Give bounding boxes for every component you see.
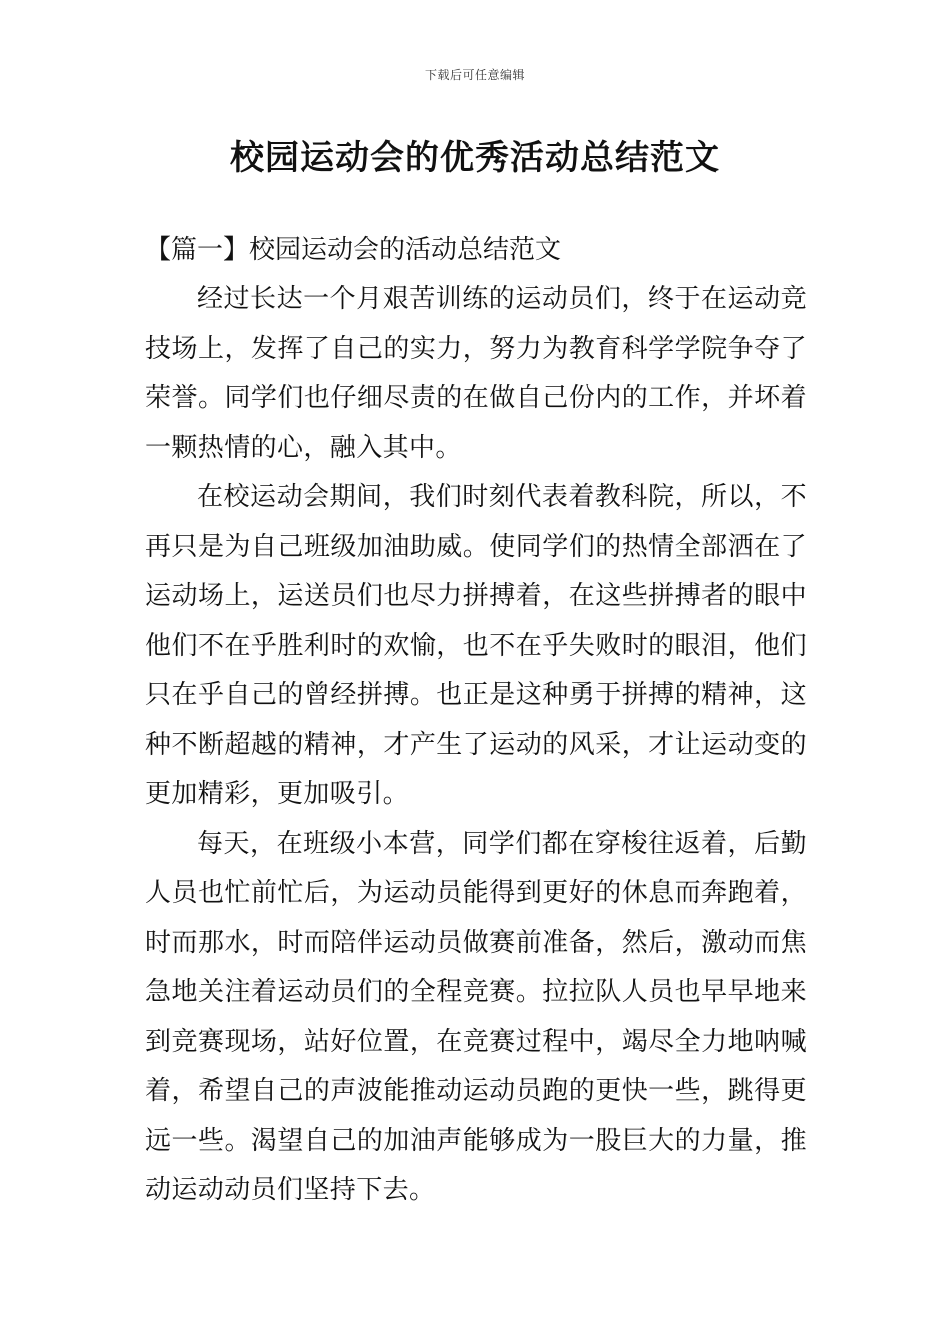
paragraph-1: 经过长达一个月艰苦训练的运动员们，终于在运动竞技场上，发挥了自己的实力，努力为教育科学学院争夺了荣誉。同学们也仔细尽责的在做自己份内的工作，并坏着一颗热情的心，融入其中。 <box>145 284 807 463</box>
document-body <box>145 226 807 1216</box>
paragraph-2: 在校运动会期间，我们时刻代表着教科院，所以，不再只是为自己班级加油助威。使同学们的热情全部洒在了运动场上，运送员们也尽力拼搏着，在这些拼搏者的眼中他们不在乎胜利时的欢愉，也不在乎失败时的眼泪，他们只在乎自己的曾经拼搏。也正是这种勇于拼搏的精神，这种不断超越的精神，才产生了运动的风采，才让运动变的更加精彩，更加吸引。 <box>145 482 807 809</box>
document-title: 校园运动会的优秀活动总结范文 <box>230 138 720 178</box>
header-note: 下载后可任意编辑 <box>424 68 525 82</box>
paragraph-3: 每天，在班级小本营，同学们都在穿梭往返着，后勤人员也忙前忙后，为运动员能得到更好的休息而奔跑着，时而那水，时而陪伴运动员做赛前准备，然后，激动而焦急地关注着运动员们的全程竞赛。拉拉队人员也早早地来到竞赛现场，站好位置，在竞赛过程中，竭尽全力地呐喊着，希望自己的声波能推动运动员跑的更快一些，跳得更远一些。渴望自己的加油声能够成为一股巨大的力量，推动运动动员们坚持下去。 <box>145 828 807 1205</box>
section-heading: 【篇一】校园运动会的活动总结范文 <box>145 235 562 265</box>
